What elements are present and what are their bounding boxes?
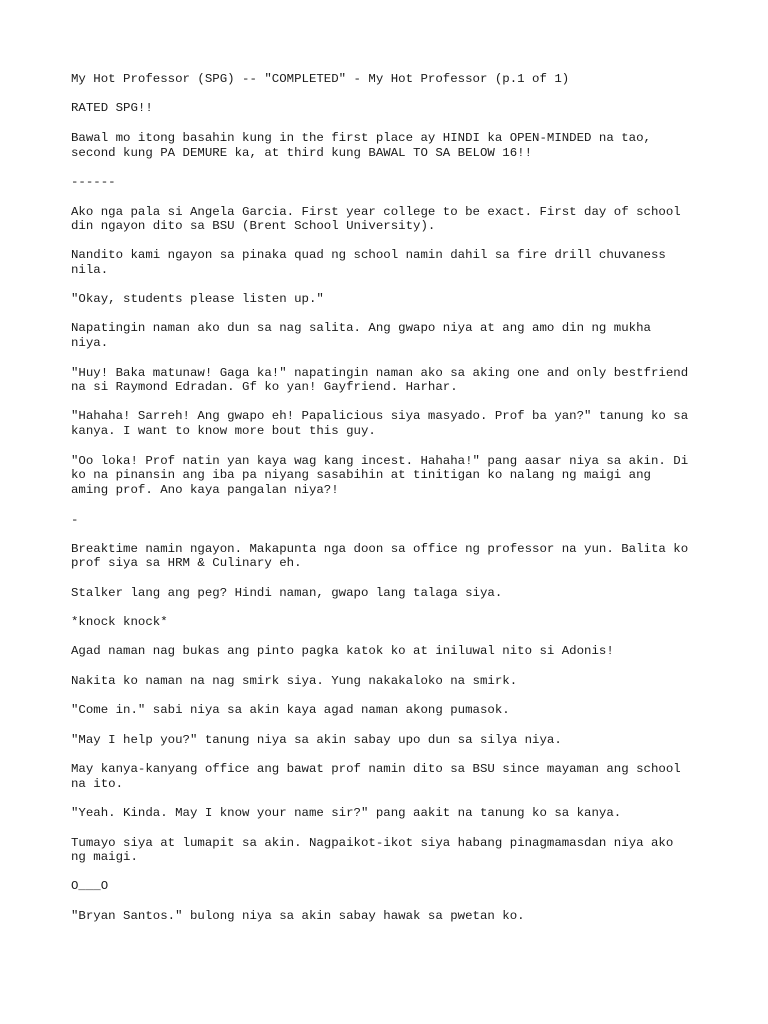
text-line: "Hahaha! Sarreh! Ang gwapo eh! Papalicious siya masyado. Prof ba yan?" tanung ko sa — [71, 409, 689, 423]
document-title: My Hot Professor (SPG) -- "COMPLETED" - My Hot Professor (p.1 of 1) — [71, 72, 570, 86]
text-line: "Huy! Baka matunaw! Gaga ka!" napatingin naman ako sa aking one and only bestfriend — [71, 366, 689, 380]
text-line: Ako nga pala si Angela Garcia. First year college to be exact. First day of school — [71, 205, 681, 219]
text-line: Nandito kami ngayon sa pinaka quad ng school namin dahil sa fire drill chuvaness — [71, 248, 666, 262]
text-line: *knock knock* — [71, 615, 168, 629]
text-line: kanya. I want to know more bout this guy. — [71, 424, 376, 438]
text-line: Nakita ko naman na nag smirk siya. Yung nakakaloko na smirk. — [71, 674, 518, 688]
text-line: RATED SPG!! — [71, 101, 153, 115]
text-line: Napatingin naman ako dun sa nag salita. Ang gwapo niya at ang amo din ng mukha — [71, 321, 651, 335]
text-line: Stalker lang ang peg? Hindi naman, gwapo lang talaga siya. — [71, 586, 503, 600]
text-line: Tumayo siya at lumapit sa akin. Nagpaikot-ikot siya habang pinagmamasdan niya ako — [71, 836, 674, 850]
divider-text: ------ — [71, 175, 116, 189]
text-line: prof siya sa HRM & Culinary eh. — [71, 556, 302, 570]
text-line: Agad naman nag bukas ang pinto pagka katok ko at iniluwal nito si Adonis! — [71, 644, 614, 658]
text-line: "Bryan Santos." bulong niya sa akin sabay hawak sa pwetan ko. — [71, 909, 525, 923]
text-line: ng maigi. — [71, 850, 138, 864]
text-line: "Yeah. Kinda. May I know your name sir?" pang aakit na tanung ko sa kanya. — [71, 806, 622, 820]
text-line: "Okay, students please listen up." — [71, 292, 324, 306]
text-line: din ngayon dito sa BSU (Brent School University). — [71, 219, 436, 233]
text-line: ko na pinansin ang iba pa niyang sasabihin at tinitigan ko nalang ng maigi ang — [71, 468, 651, 482]
text-line: O___O — [71, 879, 109, 893]
text-line: "Come in." sabi niya sa akin kaya agad naman akong pumasok. — [71, 703, 510, 717]
divider-text: - — [71, 513, 79, 527]
text-line: aming prof. Ano kaya pangalan niya?! — [71, 483, 339, 497]
text-line: second kung PA DEMURE ka, at third kung BAWAL TO SA BELOW 16!! — [71, 146, 533, 160]
text-line: na si Raymond Edradan. Gf ko yan! Gayfriend. Harhar. — [71, 380, 458, 394]
text-line: "May I help you?" tanung niya sa akin sabay upo dun sa silya niya. — [71, 733, 562, 747]
text-line: "Oo loka! Prof natin yan kaya wag kang incest. Hahaha!" pang aasar niya sa akin. Di — [71, 454, 689, 468]
text-line: nila. — [71, 263, 109, 277]
text-line: Breaktime namin ngayon. Makapunta nga doon sa office ng professor na yun. Balita ko — [71, 542, 689, 556]
text-line: na ito. — [71, 777, 124, 791]
text-line: niya. — [71, 336, 109, 350]
text-line: May kanya-kanyang office ang bawat prof namin dito sa BSU since mayaman ang school — [71, 762, 681, 776]
text-line: Bawal mo itong basahin kung in the first place ay HINDI ka OPEN-MINDED na tao, — [71, 131, 651, 145]
